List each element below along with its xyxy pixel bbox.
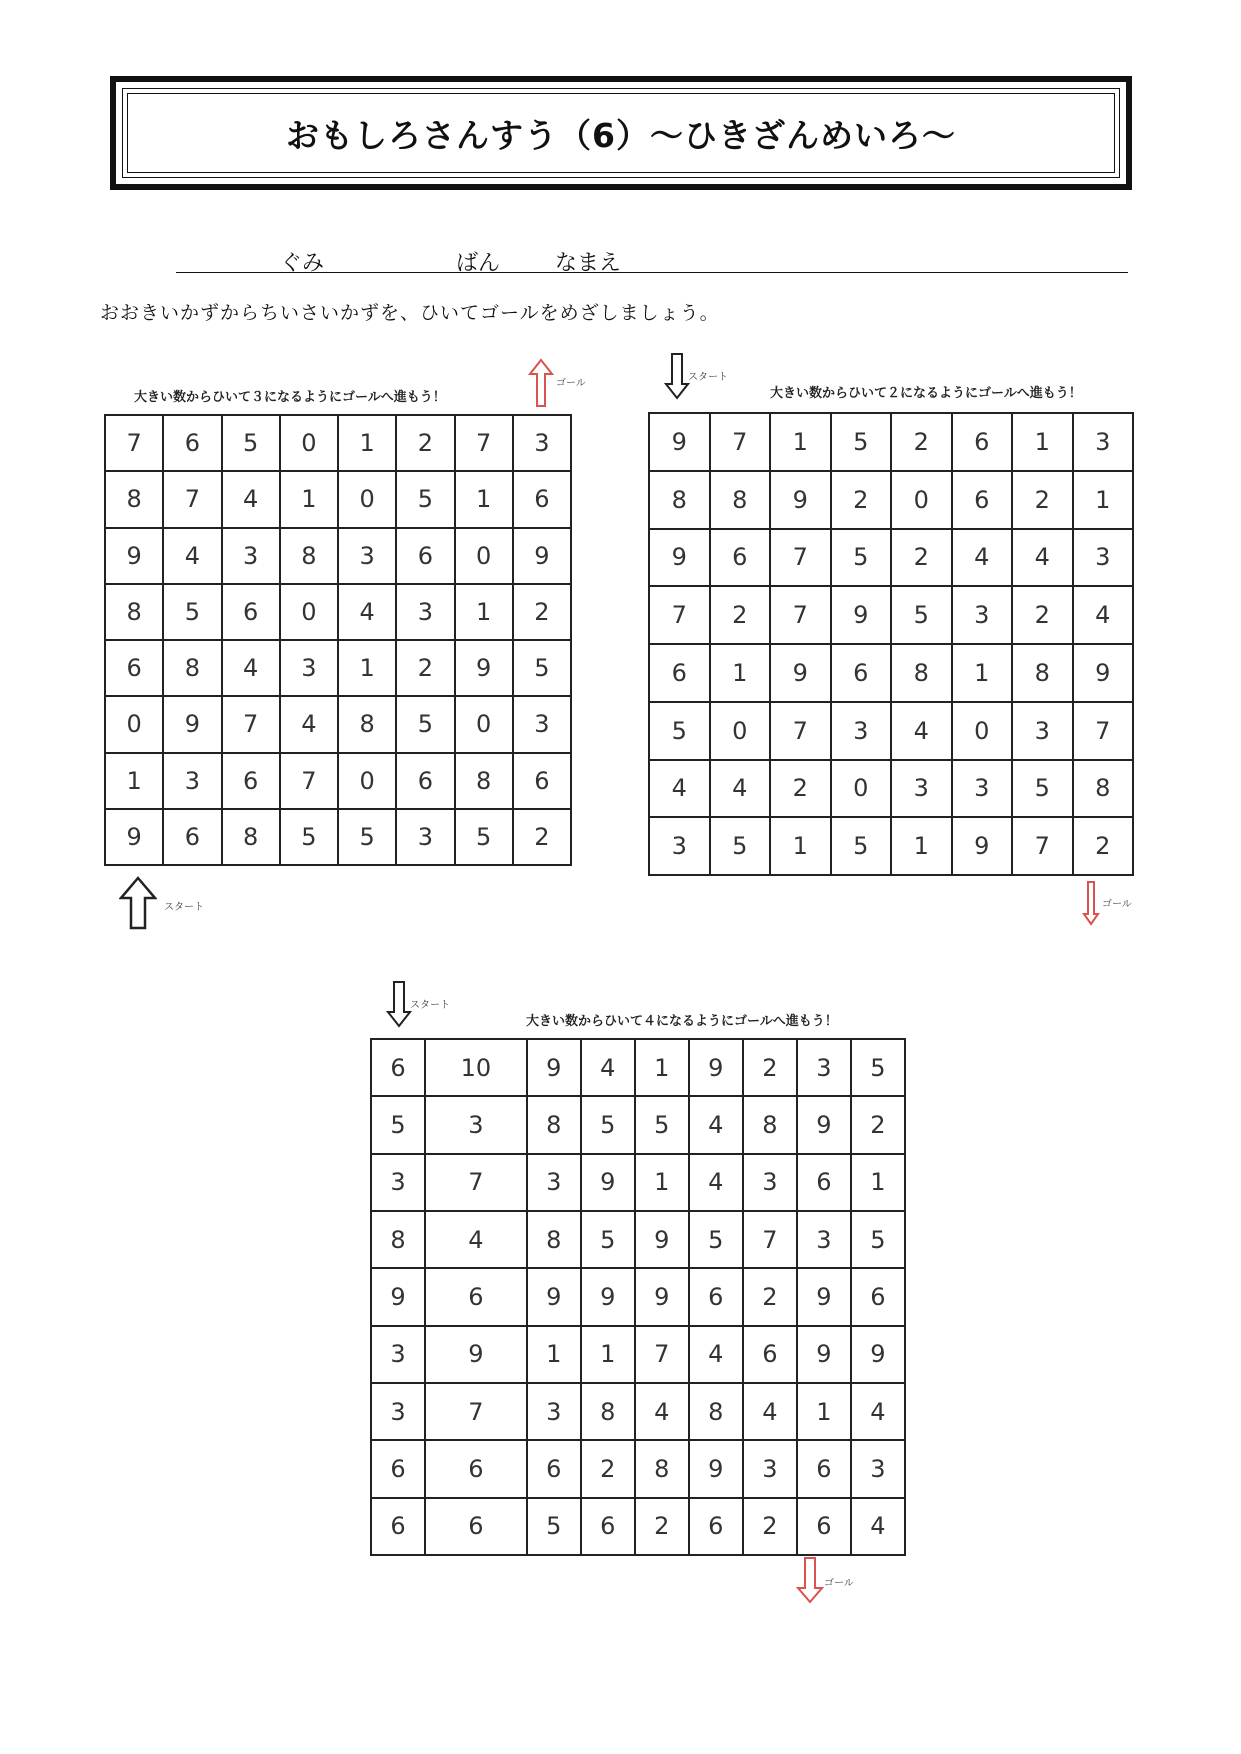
- maze2-cell[interactable]: 6: [831, 644, 892, 702]
- maze3-cell[interactable]: 9: [689, 1039, 743, 1096]
- maze1-cell[interactable]: 6: [396, 528, 454, 584]
- maze3-cell[interactable]: 4: [689, 1326, 743, 1383]
- maze3-cell[interactable]: 6: [797, 1440, 851, 1497]
- maze2-cell[interactable]: 7: [770, 702, 831, 760]
- maze1-cell[interactable]: 3: [338, 528, 396, 584]
- maze1-cell[interactable]: 1: [338, 415, 396, 471]
- maze3-cell[interactable]: 6: [527, 1440, 581, 1497]
- maze1-cell[interactable]: 9: [105, 809, 163, 865]
- maze3-cell[interactable]: 2: [743, 1268, 797, 1325]
- maze1-cell[interactable]: 9: [105, 528, 163, 584]
- title-frame: [110, 76, 1132, 190]
- maze1-cell[interactable]: 1: [280, 471, 338, 527]
- maze1-cell[interactable]: 1: [338, 640, 396, 696]
- maze3-cell[interactable]: 5: [581, 1211, 635, 1268]
- maze3-cell[interactable]: 3: [851, 1440, 905, 1497]
- maze1-cell[interactable]: 0: [455, 528, 513, 584]
- maze2-cell[interactable]: 1: [710, 644, 771, 702]
- maze3-row: [371, 1440, 905, 1497]
- maze1-cell[interactable]: 0: [338, 753, 396, 809]
- maze3-row: [371, 1326, 905, 1383]
- maze1-cell[interactable]: 8: [105, 471, 163, 527]
- maze3-cell[interactable]: 2: [851, 1096, 905, 1153]
- maze2-cell[interactable]: 5: [831, 413, 892, 471]
- maze1-cell[interactable]: 5: [455, 809, 513, 865]
- maze3-cell[interactable]: 9: [425, 1326, 527, 1383]
- maze3-cell[interactable]: 9: [527, 1268, 581, 1325]
- maze3-cell[interactable]: 8: [581, 1383, 635, 1440]
- maze3-cell[interactable]: 9: [635, 1268, 689, 1325]
- maze3-cell[interactable]: 4: [743, 1383, 797, 1440]
- instruction-text: おおきいかずからちいさいかずを、ひいてゴールをめざしましょう。: [100, 302, 720, 324]
- maze2-cell[interactable]: 8: [891, 644, 952, 702]
- maze3-cell[interactable]: 4: [635, 1383, 689, 1440]
- maze1-cell[interactable]: 4: [222, 471, 280, 527]
- maze1-cell[interactable]: 3: [163, 753, 221, 809]
- maze1-start-label: スタート: [164, 902, 204, 913]
- maze3-cell[interactable]: 8: [527, 1096, 581, 1153]
- maze2-row: [649, 413, 1133, 471]
- maze2-cell[interactable]: 1: [1073, 471, 1134, 529]
- maze3-cell[interactable]: 8: [527, 1211, 581, 1268]
- maze2-row: [649, 817, 1133, 875]
- maze1-row: [105, 640, 571, 696]
- maze2-cell[interactable]: 6: [649, 644, 710, 702]
- maze1-cell[interactable]: 0: [455, 696, 513, 752]
- maze3-cell[interactable]: 9: [797, 1326, 851, 1383]
- maze1-cell[interactable]: 9: [163, 696, 221, 752]
- maze1-label: 大きい数からひいて３になるようにゴールへ進もう！: [134, 390, 446, 405]
- maze2-cell[interactable]: 1: [891, 817, 952, 875]
- maze3-row: [371, 1039, 905, 1096]
- maze1-cell[interactable]: 5: [280, 809, 338, 865]
- maze3-row: [371, 1154, 905, 1211]
- maze1-row: [105, 753, 571, 809]
- maze3-cell[interactable]: 7: [743, 1211, 797, 1268]
- maze2-cell[interactable]: 1: [770, 817, 831, 875]
- maze1-cell[interactable]: 4: [222, 640, 280, 696]
- maze3-cell[interactable]: 3: [797, 1211, 851, 1268]
- maze3-cell[interactable]: 4: [851, 1498, 905, 1555]
- maze2-cell[interactable]: 0: [891, 471, 952, 529]
- maze2-cell[interactable]: 6: [952, 471, 1013, 529]
- maze1-start-arrow-icon: [119, 876, 157, 930]
- maze2-cell[interactable]: 5: [1012, 760, 1073, 818]
- maze2-cell[interactable]: 7: [770, 529, 831, 587]
- maze1-cell[interactable]: 3: [396, 809, 454, 865]
- maze3-cell[interactable]: 9: [581, 1268, 635, 1325]
- maze3-cell[interactable]: 9: [689, 1440, 743, 1497]
- maze3-cell[interactable]: 6: [425, 1440, 527, 1497]
- maze3-cell[interactable]: 6: [689, 1268, 743, 1325]
- maze3-start-arrow-icon: [386, 980, 412, 1028]
- maze1-cell[interactable]: 6: [222, 584, 280, 640]
- maze3-label: 大きい数からひいて４になるようにゴールへ進もう！: [526, 1014, 838, 1029]
- maze3-cell[interactable]: 5: [635, 1096, 689, 1153]
- maze1-cell[interactable]: 2: [396, 640, 454, 696]
- maze3-cell[interactable]: 9: [797, 1268, 851, 1325]
- maze2-cell[interactable]: 3: [952, 760, 1013, 818]
- maze2-cell[interactable]: 4: [952, 529, 1013, 587]
- maze3-row: [371, 1211, 905, 1268]
- maze3-cell[interactable]: 5: [851, 1039, 905, 1096]
- maze2-cell[interactable]: 9: [952, 817, 1013, 875]
- maze2-cell[interactable]: 5: [649, 702, 710, 760]
- maze3-cell[interactable]: 6: [371, 1440, 425, 1497]
- name-write-line[interactable]: [176, 272, 1128, 273]
- maze3-cell[interactable]: 3: [743, 1154, 797, 1211]
- maze1-cell[interactable]: 5: [222, 415, 280, 471]
- maze3-row: [371, 1096, 905, 1153]
- maze3-cell[interactable]: 6: [851, 1268, 905, 1325]
- maze3-cell[interactable]: 6: [797, 1154, 851, 1211]
- maze1-cell[interactable]: 6: [163, 809, 221, 865]
- maze1-cell[interactable]: 5: [396, 471, 454, 527]
- maze2-cell[interactable]: 7: [1012, 817, 1073, 875]
- maze1-cell[interactable]: 8: [338, 696, 396, 752]
- maze2-cell[interactable]: 4: [710, 760, 771, 818]
- maze3-cell[interactable]: 2: [743, 1039, 797, 1096]
- maze1-cell[interactable]: 4: [338, 584, 396, 640]
- maze2-cell[interactable]: 1: [1012, 413, 1073, 471]
- gumi-label: ぐみ: [280, 251, 325, 276]
- maze3-cell[interactable]: 9: [851, 1326, 905, 1383]
- maze2-cell[interactable]: 5: [831, 817, 892, 875]
- maze2-cell[interactable]: 2: [891, 529, 952, 587]
- maze1-cell[interactable]: 6: [222, 753, 280, 809]
- maze3-cell[interactable]: 6: [581, 1498, 635, 1555]
- maze2-row: [649, 760, 1133, 818]
- maze3-cell[interactable]: 9: [527, 1039, 581, 1096]
- namae-label: なまえ: [555, 251, 622, 276]
- maze1-cell[interactable]: 7: [455, 415, 513, 471]
- maze2-cell[interactable]: 9: [770, 471, 831, 529]
- maze3-cell[interactable]: 8: [371, 1211, 425, 1268]
- maze3-goal-arrow-icon: [796, 1556, 824, 1604]
- maze2-cell[interactable]: 1: [952, 644, 1013, 702]
- maze2-cell[interactable]: 7: [649, 586, 710, 644]
- maze2-cell[interactable]: 7: [770, 586, 831, 644]
- maze3-cell[interactable]: 5: [371, 1096, 425, 1153]
- maze2-cell[interactable]: 3: [1073, 413, 1134, 471]
- maze2-cell[interactable]: 6: [952, 413, 1013, 471]
- maze3-cell[interactable]: 7: [635, 1326, 689, 1383]
- maze2-cell[interactable]: 9: [831, 586, 892, 644]
- maze2-grid: [648, 412, 1134, 876]
- maze1-cell[interactable]: 1: [105, 753, 163, 809]
- maze3-cell[interactable]: 4: [851, 1383, 905, 1440]
- maze3-cell[interactable]: 3: [371, 1154, 425, 1211]
- maze1-cell[interactable]: 3: [222, 528, 280, 584]
- maze1-cell[interactable]: 8: [455, 753, 513, 809]
- maze2-start-arrow-icon: [664, 352, 690, 400]
- maze3-cell[interactable]: 8: [635, 1440, 689, 1497]
- maze3-cell[interactable]: 4: [581, 1039, 635, 1096]
- maze3-cell[interactable]: 5: [851, 1211, 905, 1268]
- maze3-cell[interactable]: 2: [635, 1498, 689, 1555]
- maze3-row: [371, 1383, 905, 1440]
- maze1-cell[interactable]: 5: [513, 640, 571, 696]
- maze2-cell[interactable]: 5: [831, 529, 892, 587]
- maze3-cell[interactable]: 9: [581, 1154, 635, 1211]
- maze2-cell[interactable]: 5: [891, 586, 952, 644]
- maze3-cell[interactable]: 9: [797, 1096, 851, 1153]
- maze1-cell[interactable]: 8: [105, 584, 163, 640]
- maze1-row: [105, 471, 571, 527]
- maze2-cell[interactable]: 9: [770, 644, 831, 702]
- maze3-cell[interactable]: 3: [797, 1039, 851, 1096]
- maze1-goal-label: ゴール: [556, 378, 586, 389]
- maze1-cell[interactable]: 3: [280, 640, 338, 696]
- maze2-cell[interactable]: 2: [1012, 471, 1073, 529]
- maze3-grid: [370, 1038, 906, 1556]
- maze1-cell[interactable]: 0: [280, 584, 338, 640]
- maze3-cell[interactable]: 10: [425, 1039, 527, 1096]
- maze1-cell[interactable]: 4: [280, 696, 338, 752]
- maze2-cell[interactable]: 3: [649, 817, 710, 875]
- maze3-cell[interactable]: 3: [371, 1326, 425, 1383]
- maze1-row: [105, 809, 571, 865]
- maze3-cell[interactable]: 6: [425, 1498, 527, 1555]
- maze3-cell[interactable]: 5: [689, 1211, 743, 1268]
- maze2-cell[interactable]: 2: [831, 471, 892, 529]
- maze3-cell[interactable]: 1: [851, 1154, 905, 1211]
- maze3-cell[interactable]: 9: [635, 1211, 689, 1268]
- maze1-cell[interactable]: 2: [513, 809, 571, 865]
- maze1-cell[interactable]: 4: [163, 528, 221, 584]
- maze1-goal-arrow-icon: [528, 358, 554, 408]
- maze3-cell[interactable]: 1: [635, 1154, 689, 1211]
- maze3-cell[interactable]: 1: [635, 1039, 689, 1096]
- maze3-cell[interactable]: 6: [371, 1039, 425, 1096]
- maze1-cell[interactable]: 3: [396, 584, 454, 640]
- maze3-start-label: スタート: [410, 1000, 450, 1011]
- maze2-row: [649, 471, 1133, 529]
- maze1-grid: [104, 414, 572, 866]
- maze1-cell[interactable]: 8: [280, 528, 338, 584]
- maze3-cell[interactable]: 9: [371, 1268, 425, 1325]
- maze2-cell[interactable]: 4: [1073, 586, 1134, 644]
- maze1-cell[interactable]: 5: [338, 809, 396, 865]
- maze1-cell[interactable]: 5: [396, 696, 454, 752]
- maze1-cell[interactable]: 8: [222, 809, 280, 865]
- maze3-cell[interactable]: 4: [689, 1154, 743, 1211]
- maze2-goal-arrow-icon: [1082, 880, 1100, 926]
- maze3-cell[interactable]: 6: [689, 1498, 743, 1555]
- maze3-cell[interactable]: 6: [371, 1498, 425, 1555]
- maze2-cell[interactable]: 7: [1073, 702, 1134, 760]
- maze2-cell[interactable]: 9: [1073, 644, 1134, 702]
- maze3-row: [371, 1268, 905, 1325]
- maze3-cell[interactable]: 6: [743, 1326, 797, 1383]
- maze2-row: [649, 529, 1133, 587]
- maze3-cell[interactable]: 1: [581, 1326, 635, 1383]
- maze1-row: [105, 584, 571, 640]
- maze3-cell[interactable]: 3: [527, 1383, 581, 1440]
- maze3-cell[interactable]: 6: [797, 1498, 851, 1555]
- maze3-goal-label: ゴール: [824, 1578, 854, 1589]
- maze2-row: [649, 644, 1133, 702]
- maze3-cell[interactable]: 3: [527, 1154, 581, 1211]
- maze1-cell[interactable]: 1: [455, 471, 513, 527]
- maze2-cell[interactable]: 3: [1073, 529, 1134, 587]
- maze3-cell[interactable]: 2: [581, 1440, 635, 1497]
- maze1-cell[interactable]: 7: [163, 471, 221, 527]
- maze2-cell[interactable]: 6: [710, 529, 771, 587]
- maze1-cell[interactable]: 7: [222, 696, 280, 752]
- maze2-cell[interactable]: 9: [649, 413, 710, 471]
- maze2-cell[interactable]: 4: [1012, 529, 1073, 587]
- maze2-cell[interactable]: 3: [831, 702, 892, 760]
- maze2-row: [649, 586, 1133, 644]
- maze1-cell[interactable]: 6: [105, 640, 163, 696]
- maze1-cell[interactable]: 3: [513, 696, 571, 752]
- maze2-cell[interactable]: 9: [649, 529, 710, 587]
- maze2-cell[interactable]: 8: [710, 471, 771, 529]
- maze2-cell[interactable]: 4: [649, 760, 710, 818]
- maze3-cell[interactable]: 3: [743, 1440, 797, 1497]
- maze1-cell[interactable]: 9: [455, 640, 513, 696]
- maze1-cell[interactable]: 1: [455, 584, 513, 640]
- maze1-row: [105, 415, 571, 471]
- maze3-cell[interactable]: 4: [689, 1096, 743, 1153]
- maze2-cell[interactable]: 3: [1012, 702, 1073, 760]
- maze1-cell[interactable]: 7: [280, 753, 338, 809]
- maze3-cell[interactable]: 3: [371, 1383, 425, 1440]
- maze2-cell[interactable]: 8: [1073, 760, 1134, 818]
- maze1-cell[interactable]: 2: [396, 415, 454, 471]
- maze2-goal-label: ゴール: [1102, 899, 1132, 910]
- maze2-cell[interactable]: 4: [891, 702, 952, 760]
- maze3-cell[interactable]: 7: [425, 1154, 527, 1211]
- maze1-cell[interactable]: 8: [163, 640, 221, 696]
- maze3-cell[interactable]: 6: [425, 1268, 527, 1325]
- page-title: おもしろさんすう（6）〜ひきざんめいろ〜: [286, 115, 956, 155]
- maze2-cell[interactable]: 2: [770, 760, 831, 818]
- maze3-cell[interactable]: 2: [743, 1498, 797, 1555]
- maze2-cell[interactable]: 2: [1073, 817, 1134, 875]
- maze2-cell[interactable]: 7: [710, 413, 771, 471]
- maze1-cell[interactable]: 6: [396, 753, 454, 809]
- maze1-cell[interactable]: 6: [513, 753, 571, 809]
- maze3-cell[interactable]: 1: [527, 1326, 581, 1383]
- maze1-row: [105, 696, 571, 752]
- maze1-cell[interactable]: 6: [163, 415, 221, 471]
- maze2-row: [649, 702, 1133, 760]
- maze3-cell[interactable]: 8: [743, 1096, 797, 1153]
- maze3-cell[interactable]: 7: [425, 1383, 527, 1440]
- maze2-start-label: スタート: [688, 372, 728, 383]
- ban-label: ばん: [456, 251, 501, 276]
- maze1-cell[interactable]: 5: [163, 584, 221, 640]
- maze1-cell[interactable]: 7: [105, 415, 163, 471]
- maze2-cell[interactable]: 2: [1012, 586, 1073, 644]
- maze2-cell[interactable]: 2: [891, 413, 952, 471]
- maze1-cell[interactable]: 6: [513, 471, 571, 527]
- maze1-cell[interactable]: 9: [513, 528, 571, 584]
- maze2-label: 大きい数からひいて２になるようにゴールへ進もう！: [770, 386, 1082, 401]
- maze3-cell[interactable]: 1: [797, 1383, 851, 1440]
- maze2-cell[interactable]: 3: [891, 760, 952, 818]
- maze2-cell[interactable]: 5: [710, 817, 771, 875]
- maze1-cell[interactable]: 3: [513, 415, 571, 471]
- maze2-cell[interactable]: 1: [770, 413, 831, 471]
- maze3-cell[interactable]: 8: [689, 1383, 743, 1440]
- maze2-cell[interactable]: 2: [710, 586, 771, 644]
- maze2-cell[interactable]: 8: [1012, 644, 1073, 702]
- maze3-cell[interactable]: 4: [425, 1211, 527, 1268]
- maze1-cell[interactable]: 2: [513, 584, 571, 640]
- maze3-cell[interactable]: 5: [527, 1498, 581, 1555]
- maze2-cell[interactable]: 8: [649, 471, 710, 529]
- maze1-cell[interactable]: 0: [105, 696, 163, 752]
- maze3-row: [371, 1498, 905, 1555]
- maze1-cell[interactable]: 0: [338, 471, 396, 527]
- maze2-cell[interactable]: 0: [831, 760, 892, 818]
- maze3-cell[interactable]: 3: [425, 1096, 527, 1153]
- maze1-row: [105, 528, 571, 584]
- maze2-cell[interactable]: 3: [952, 586, 1013, 644]
- maze3-cell[interactable]: 5: [581, 1096, 635, 1153]
- maze1-cell[interactable]: 0: [280, 415, 338, 471]
- maze2-cell[interactable]: 0: [952, 702, 1013, 760]
- maze2-cell[interactable]: 0: [710, 702, 771, 760]
